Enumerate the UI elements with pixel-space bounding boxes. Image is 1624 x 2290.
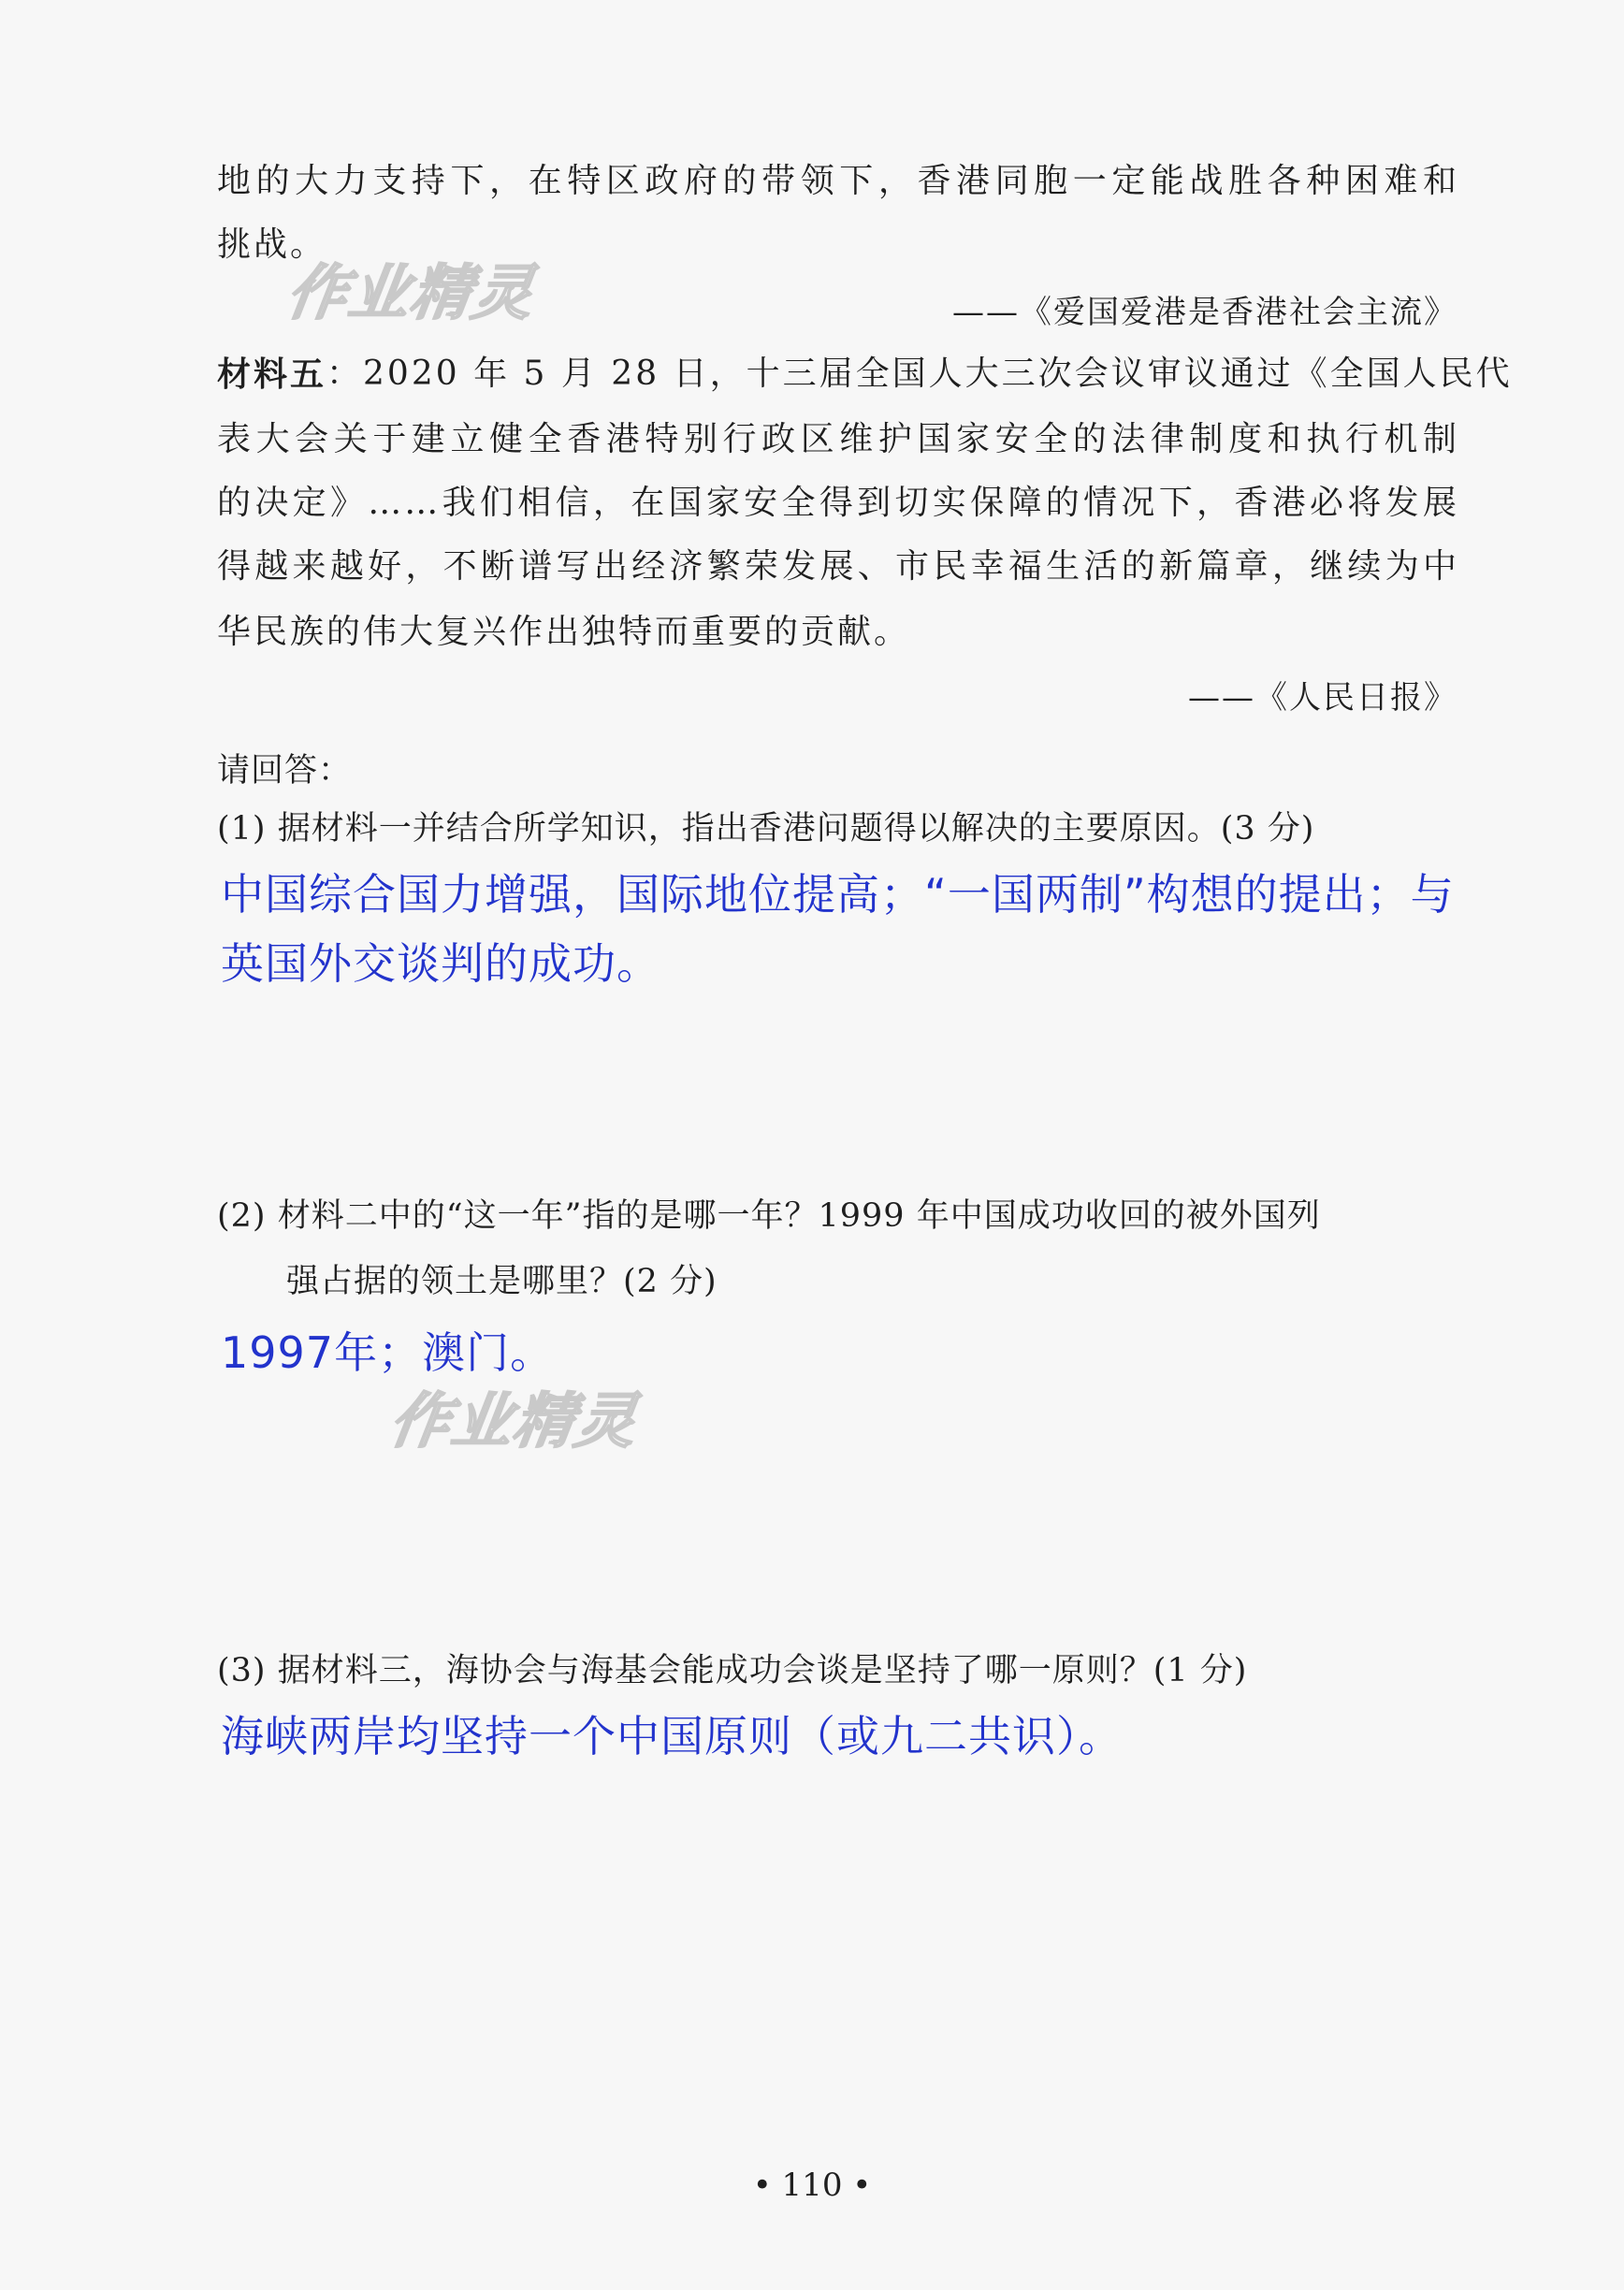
passage-line: 地的大力支持下，在特区政府的带领下，香港同胞一定能战胜各种困难和 xyxy=(217,162,1459,200)
material-five-line xyxy=(217,352,1513,397)
question-3: (3) 据材料三，海协会与海基会能成功会谈是坚持了哪一原则？(1 分) xyxy=(217,1652,1248,1689)
passage-line: 表大会关于建立健全香港特别行政区维护国家安全的法律制度和执行机制 xyxy=(217,420,1459,458)
material-five-text: ：2020 年 5 月 28 日，十三届全国人大三次会议审议通过《全国人民代 xyxy=(326,355,1513,393)
question-1: (1) 据材料一并结合所学知识，指出香港问题得以解决的主要原因。(3 分) xyxy=(217,810,1315,848)
answer-2-line: 1997年；澳门。 xyxy=(221,1327,555,1378)
watermark: 作业精灵 xyxy=(384,1387,643,1457)
material-five-label: 材料五 xyxy=(217,355,327,394)
source-citation: ——《爱国爱港是香港社会主流》 xyxy=(952,294,1457,331)
watermark: 作业精灵 xyxy=(282,259,540,328)
answer-3-line: 海峡两岸均坚持一个中国原则（或九二共识）。 xyxy=(221,1711,1123,1761)
answer-prompt: 请回答： xyxy=(217,752,353,790)
passage-line: 华民族的伟大复兴作出独特而重要的贡献。 xyxy=(217,613,911,651)
page-number: • 110 • xyxy=(752,2167,872,2204)
source-citation: ——《人民日报》 xyxy=(1188,679,1457,717)
answer-1-line: 英国外交谈判的成功。 xyxy=(221,938,660,989)
passage-line: 挑战。 xyxy=(217,225,327,264)
question-2-line: 强占据的领土是哪里？(2 分) xyxy=(286,1263,718,1300)
answer-1-line: 中国综合国力增强，国际地位提高；“一国两制”构想的提出；与 xyxy=(221,869,1455,920)
passage-line: 得越来越好，不断谱写出经济繁荣发展、市民幸福生活的新篇章，继续为中 xyxy=(217,547,1459,586)
passage-line: 的决定》……我们相信，在国家安全得到切实保障的情况下，香港必将发展 xyxy=(217,484,1459,522)
question-2: (2) 材料二中的“这一年”指的是哪一年？1999 年中国成功收回的被外国列 xyxy=(217,1197,1321,1235)
